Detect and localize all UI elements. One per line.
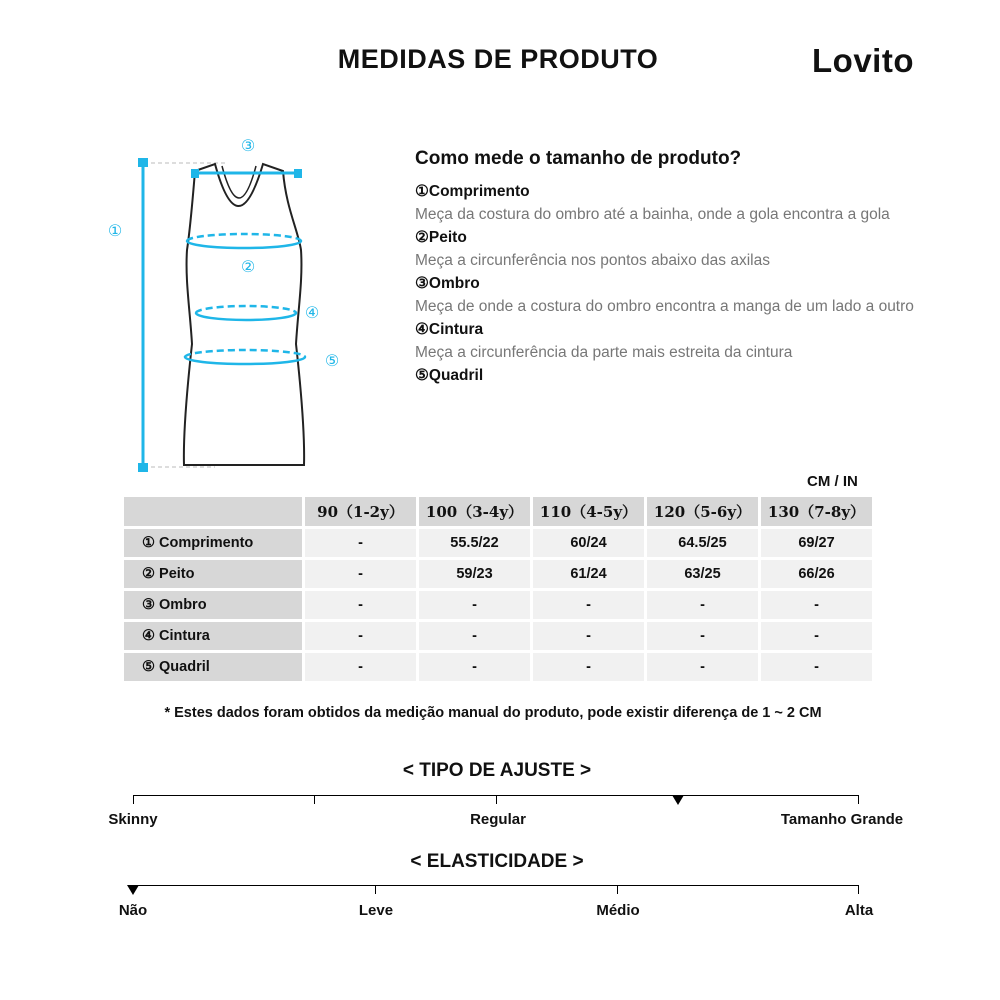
elasticity-tick — [375, 885, 376, 894]
fit-tick — [496, 795, 497, 804]
elasticity-label-alta: Alta — [844, 902, 874, 919]
fit-label-regular: Regular — [470, 811, 526, 828]
table-cell: - — [419, 653, 530, 681]
table-cell: - — [533, 653, 644, 681]
fit-label-skinny: Skinny — [108, 811, 158, 828]
table-cell: - — [419, 591, 530, 619]
brand-logo: Lovito — [812, 42, 914, 79]
elasticity-tick — [858, 885, 859, 894]
table-cell: - — [647, 653, 758, 681]
table-cell: 59/23 — [419, 560, 530, 588]
shoulder-cap-left — [191, 169, 199, 178]
marker-chest: ② — [240, 257, 256, 276]
chest-back — [187, 234, 301, 241]
size-table — [121, 494, 875, 684]
table-cell: 64.5/25 — [647, 529, 758, 557]
table-cell: 66/26 — [761, 560, 872, 588]
column-header: 130（7-8y） — [761, 497, 872, 526]
elasticity-title: < ELASTICIDADE > — [410, 851, 584, 872]
fit-tick — [858, 795, 859, 804]
measure-name-waist: ④Cintura — [415, 321, 484, 338]
marker-waist: ④ — [304, 303, 320, 322]
table-cell: - — [305, 653, 416, 681]
hip-back — [185, 350, 305, 357]
table-row — [124, 591, 872, 619]
measure-desc-shoulder: Meça de onde a costura do ombro encontra a manga de um lado a outro — [415, 298, 914, 315]
dress-diagram — [100, 130, 340, 475]
table-cell: 55.5/22 — [419, 529, 530, 557]
hip-front — [185, 357, 305, 364]
dress-outline — [184, 164, 304, 465]
column-header: 110（4-5y） — [533, 497, 644, 526]
table-cell: 69/27 — [761, 529, 872, 557]
chest-front — [187, 241, 301, 248]
length-cap-top — [138, 158, 148, 167]
column-header: 120（5-6y） — [647, 497, 758, 526]
page-title: MEDIDAS DE PRODUTO — [337, 44, 659, 74]
table-cell: - — [761, 591, 872, 619]
table-cell: - — [305, 529, 416, 557]
table-cell: - — [305, 591, 416, 619]
table-cell: 60/24 — [533, 529, 644, 557]
row-label: ④ Cintura — [124, 622, 302, 650]
table-cell: - — [647, 622, 758, 650]
waist-front — [196, 313, 296, 320]
unit-label: CM / IN — [807, 473, 858, 490]
table-cell: 61/24 — [533, 560, 644, 588]
table-row — [124, 622, 872, 650]
row-label: ③ Ombro — [124, 591, 302, 619]
waist-back — [196, 306, 296, 313]
measure-name-chest: ②Peito — [415, 229, 467, 246]
table-cell: - — [419, 622, 530, 650]
measure-desc-chest: Meça a circunferência nos pontos abaixo das axilas — [415, 252, 770, 269]
table-header-row — [124, 497, 872, 526]
length-cap-bottom — [138, 463, 148, 472]
table-cell: - — [305, 560, 416, 588]
table-cell: - — [647, 591, 758, 619]
elasticity-scale-line — [133, 885, 859, 886]
table-cell: - — [761, 653, 872, 681]
measure-name-shoulder: ③Ombro — [415, 275, 480, 292]
elasticity-marker-icon — [127, 885, 139, 895]
measure-name-hip: ⑤Quadril — [415, 367, 484, 384]
row-label: ① Comprimento — [124, 529, 302, 557]
row-label: ② Peito — [124, 560, 302, 588]
marker-shoulder: ③ — [240, 136, 256, 155]
marker-length: ① — [107, 221, 123, 240]
how-to-title: Como mede o tamanho de produto? — [415, 148, 742, 169]
how-to-measure — [415, 148, 915, 387]
marker-hip: ⑤ — [324, 351, 340, 370]
table-cell: - — [533, 622, 644, 650]
fit-marker-icon — [672, 795, 684, 805]
table-cell: - — [761, 622, 872, 650]
elasticity-label-medio: Médio — [596, 902, 640, 919]
table-cell: 63/25 — [647, 560, 758, 588]
table-cell: - — [305, 622, 416, 650]
fit-label-large: Tamanho Grande — [780, 811, 904, 828]
fit-title: < TIPO DE AJUSTE > — [402, 760, 592, 781]
fit-tick — [133, 795, 134, 804]
table-corner-cell — [124, 497, 302, 526]
measure-desc-waist: Meça a circunferência da parte mais estreita da cintura — [415, 344, 793, 361]
table-cell: - — [533, 591, 644, 619]
elasticity-label-nao: Não — [118, 902, 148, 919]
table-row — [124, 560, 872, 588]
elasticity-label-leve: Leve — [358, 902, 394, 919]
measure-desc-length: Meça da costura do ombro até a bainha, onde a gola encontra a gola — [415, 206, 890, 223]
fit-tick — [314, 795, 315, 804]
measure-name-length: ①Comprimento — [415, 183, 530, 200]
table-row — [124, 529, 872, 557]
footnote: * Estes dados foram obtidos da medição manual do produto, pode existir diferença de 1 ~ 2 CM — [164, 705, 822, 721]
shoulder-cap-right — [294, 169, 302, 178]
table-row — [124, 653, 872, 681]
elasticity-tick — [617, 885, 618, 894]
column-header: 100（3-4y） — [419, 497, 530, 526]
row-label: ⑤ Quadril — [124, 653, 302, 681]
column-header: 90（1-2y） — [305, 497, 416, 526]
